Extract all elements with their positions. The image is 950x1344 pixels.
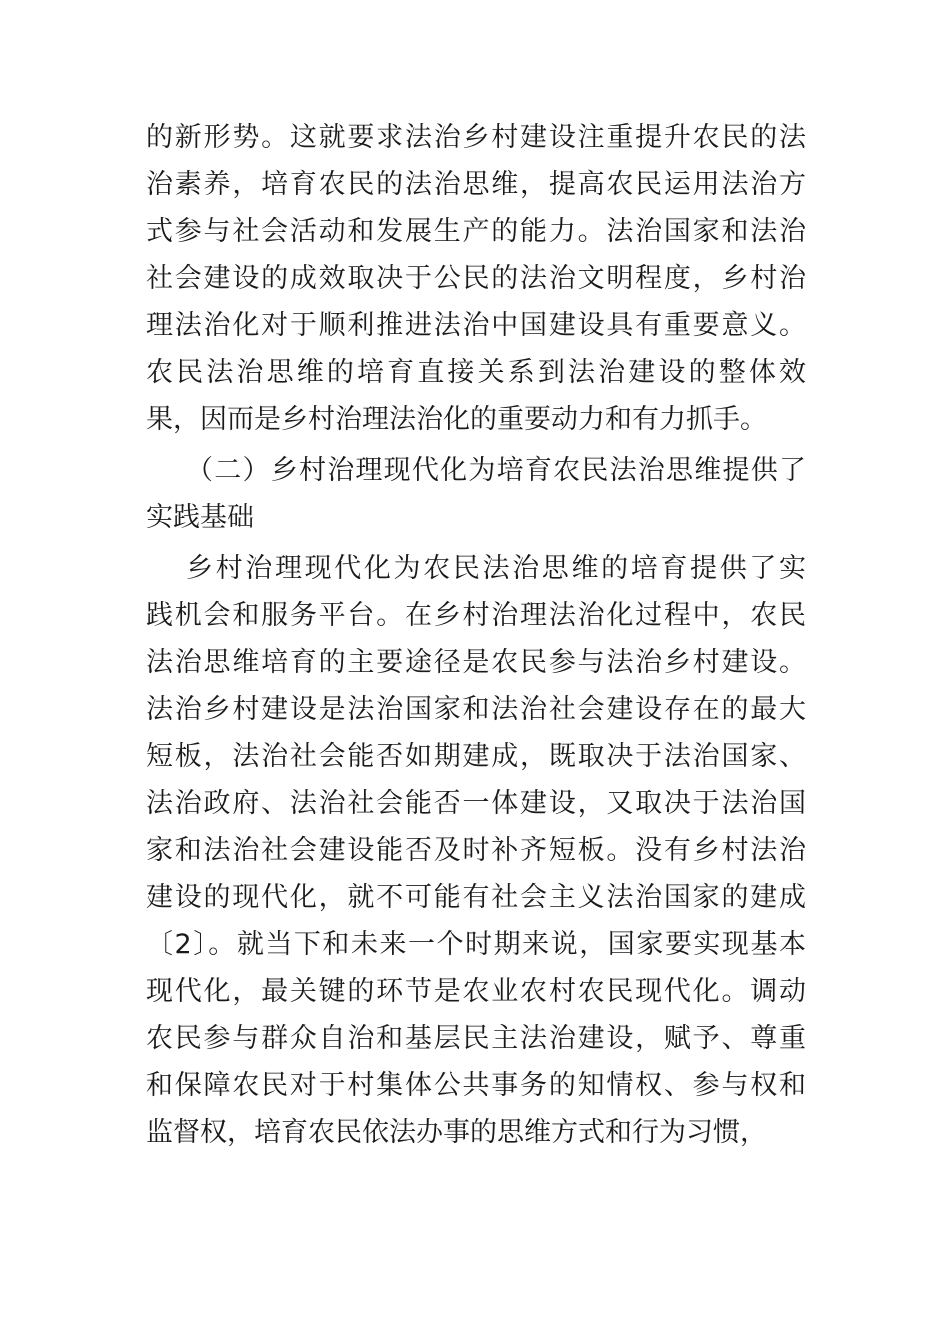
text-line: 社会建设的成效取决于公民的法治文明程度，乡村治 xyxy=(146,263,806,294)
text-line: 果，因而是乡村治理法治化的重要动力和有力抓手。 xyxy=(146,404,767,435)
text-line: 建设的现代化，就不可能有社会主义法治国家的建成 xyxy=(146,882,806,913)
text-line: 法治乡村建设是法治国家和法治社会建设存在的最大 xyxy=(146,694,806,725)
text-line: 现代化，最关键的环节是农业农村农民现代化。调动 xyxy=(146,976,806,1007)
text-line: 践机会和服务平台。在乡村治理法治化过程中，农民 xyxy=(146,600,806,631)
heading-line: （二）乡村治理现代化为培育农民法治思维提供了 xyxy=(186,455,806,486)
text-line: 的新形势。这就要求法治乡村建设注重提升农民的法 xyxy=(146,122,806,153)
text-line: 短板，法治社会能否如期建成，既取决于法治国家、 xyxy=(146,741,806,772)
text-line: 和保障农民对于村集体公共事务的知情权、参与权和 xyxy=(146,1070,806,1101)
text-line: 法治思维培育的主要途径是农民参与法治乡村建设。 xyxy=(146,647,806,678)
text-line: 法治政府、法治社会能否一体建设，又取决于法治国 xyxy=(146,788,806,819)
text-line: 〔2〕。就当下和未来一个时期来说，国家要实现基本 xyxy=(146,929,806,960)
text-line: 家和法治社会建设能否及时补齐短板。没有乡村法治 xyxy=(146,835,806,866)
text-line: 乡村治理现代化为农民法治思维的培育提供了实 xyxy=(186,553,806,584)
text-line: 理法治化对于顺利推进法治中国建设具有重要意义。 xyxy=(146,310,806,341)
heading-line: 实践基础 xyxy=(146,502,254,533)
text-line: 农民法治思维的培育直接关系到法治建设的整体效 xyxy=(146,357,806,388)
text-line: 农民参与群众自治和基层民主法治建设，赋予、尊重 xyxy=(146,1023,806,1054)
text-line: 式参与社会活动和发展生产的能力。法治国家和法治 xyxy=(146,216,806,247)
text-line: 监督权，培育农民依法办事的思维方式和行为习惯， xyxy=(146,1117,767,1148)
text-line: 治素养，培育农民的法治思维，提高农民运用法治方 xyxy=(146,169,806,200)
